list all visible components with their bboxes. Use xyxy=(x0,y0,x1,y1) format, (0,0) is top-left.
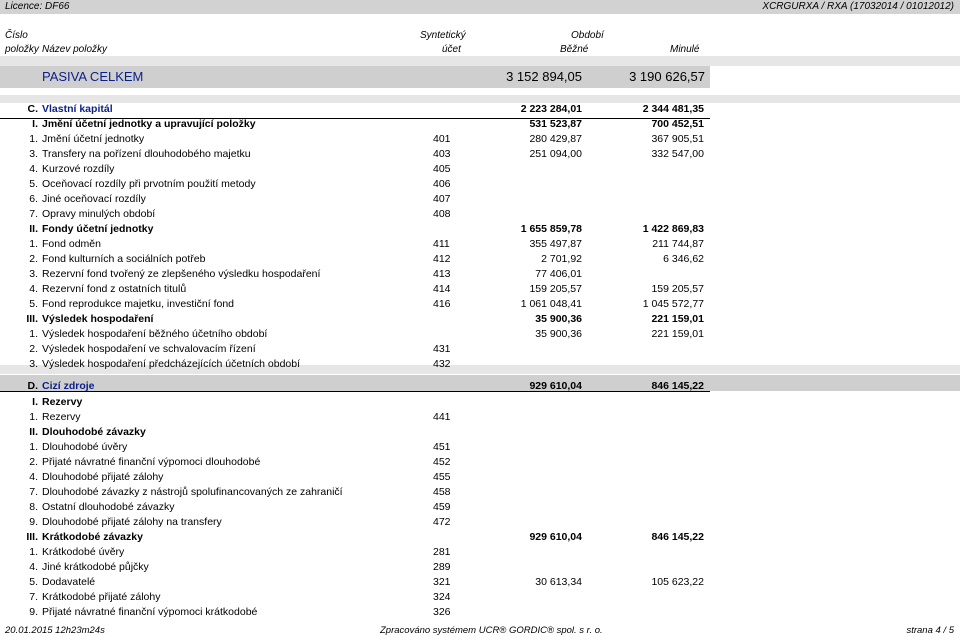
table-row xyxy=(0,515,960,530)
row-name: Fond reprodukce majetku, investiční fond xyxy=(42,298,235,310)
row-previous: 332 547,00 xyxy=(651,148,704,160)
row-number: 2. xyxy=(29,343,38,355)
row-current: 1 655 859,78 xyxy=(520,223,582,235)
row-number: 4. xyxy=(29,163,38,175)
header-synteticky: Syntetický xyxy=(420,30,466,41)
row-account: 412 xyxy=(433,253,451,265)
header-divider xyxy=(0,56,960,66)
row-account: 411 xyxy=(433,238,450,250)
row-number: 7. xyxy=(29,208,38,220)
row-account: 324 xyxy=(433,591,451,603)
table-row xyxy=(0,207,960,222)
table-row xyxy=(0,410,960,425)
report-id: XCRGURXA / RXA (17032014 / 01012012) xyxy=(762,1,954,12)
row-previous: 221 159,01 xyxy=(651,328,704,340)
row-account: 472 xyxy=(433,516,451,528)
row-current: 77 406,01 xyxy=(535,268,582,280)
row-current: 2 223 284,01 xyxy=(520,103,582,115)
pasiva-total-row xyxy=(0,66,710,88)
top-bar xyxy=(0,0,960,14)
row-current: 35 900,36 xyxy=(535,313,582,325)
row-current: 35 900,36 xyxy=(535,328,582,340)
row-name: Fond odměn xyxy=(42,238,101,250)
table-row xyxy=(0,560,960,575)
row-account: 407 xyxy=(433,193,451,205)
table-row xyxy=(0,192,960,207)
row-account: 401 xyxy=(433,133,451,145)
row-name: Oceňovací rozdíly při prvotním použití metody xyxy=(42,178,256,190)
row-account: 414 xyxy=(433,283,451,295)
row-name: Vlastní kapitál xyxy=(42,103,113,115)
header-bezne: Běžné xyxy=(560,44,589,55)
row-name: Dlouhodobé úvěry xyxy=(42,441,128,453)
row-name: Jiné krátkodobé půjčky xyxy=(42,561,149,573)
row-number: 6. xyxy=(29,193,38,205)
table-row xyxy=(0,590,960,605)
row-account: 289 xyxy=(433,561,451,573)
table-row xyxy=(0,282,960,297)
table-row xyxy=(0,530,960,545)
row-number: 5. xyxy=(29,298,38,310)
pasiva-current: 3 152 894,05 xyxy=(506,69,582,84)
row-previous: 1 422 869,83 xyxy=(642,223,704,235)
row-previous: 700 452,51 xyxy=(651,118,704,130)
row-name: Krátkodobé závazky xyxy=(42,531,143,543)
row-name: Výsledek hospodaření xyxy=(42,313,154,325)
row-account: 451 xyxy=(433,441,451,453)
row-number: 5. xyxy=(29,178,38,190)
row-number: 3. xyxy=(29,268,38,280)
row-number: 1. xyxy=(29,238,38,250)
table-row xyxy=(0,252,960,267)
table-row xyxy=(0,312,960,327)
pasiva-label: PASIVA CELKEM xyxy=(42,69,144,84)
row-name: Fond kulturních a sociálních potřeb xyxy=(42,253,206,265)
row-current: 30 613,34 xyxy=(535,576,582,588)
row-name: Opravy minulých období xyxy=(42,208,156,220)
row-name: Přijaté návratné finanční výpomoci dlouhodobé xyxy=(42,456,261,468)
row-number: 9. xyxy=(29,606,38,618)
row-number: 8. xyxy=(29,501,38,513)
table-row xyxy=(0,117,960,132)
row-number: 7. xyxy=(29,486,38,498)
row-number: 3. xyxy=(29,148,38,160)
row-number: II. xyxy=(29,426,38,438)
row-number: 5. xyxy=(29,576,38,588)
row-account: 459 xyxy=(433,501,451,513)
row-name: Výsledek hospodaření ve schvalovacím řízení xyxy=(42,343,256,355)
row-current: 1 061 048,41 xyxy=(520,298,582,310)
header-obdobi: Období xyxy=(571,30,604,41)
row-account: 458 xyxy=(433,486,451,498)
row-name: Ostatní dlouhodobé závazky xyxy=(42,501,175,513)
row-previous: 846 145,22 xyxy=(651,531,704,543)
row-previous: 367 905,51 xyxy=(651,133,704,145)
row-current: 929 610,04 xyxy=(529,531,582,543)
row-name: Krátkodobé úvěry xyxy=(42,546,125,558)
row-current: 929 610,04 xyxy=(529,380,582,392)
row-number: 1. xyxy=(29,328,38,340)
table-row xyxy=(0,425,960,440)
table-row xyxy=(0,177,960,192)
row-number: II. xyxy=(29,223,38,235)
table-row xyxy=(0,132,960,147)
table-row xyxy=(0,440,960,455)
section-underline xyxy=(0,391,710,392)
row-previous: 105 623,22 xyxy=(651,576,704,588)
pasiva-previous: 3 190 626,57 xyxy=(629,69,705,84)
row-number: 9. xyxy=(29,516,38,528)
header-polozky: položky xyxy=(5,44,39,55)
row-name: Transfery na pořízení dlouhodobého majetku xyxy=(42,148,251,160)
row-account: 452 xyxy=(433,456,451,468)
row-name: Výsledek hospodaření běžného účetního období xyxy=(42,328,268,340)
row-number: D. xyxy=(27,380,38,392)
row-account: 416 xyxy=(433,298,451,310)
row-current: 251 094,00 xyxy=(529,148,582,160)
row-number: III. xyxy=(26,313,38,325)
table-row xyxy=(0,605,960,620)
row-name: Dodavatelé xyxy=(42,576,96,588)
row-previous: 211 744,87 xyxy=(652,238,704,250)
row-name: Rezervní fond z ostatních titulů xyxy=(42,283,187,295)
table-row xyxy=(0,237,960,252)
row-account: 326 xyxy=(433,606,451,618)
row-number: 1. xyxy=(29,441,38,453)
row-current: 355 497,87 xyxy=(529,238,582,250)
row-current: 531 523,87 xyxy=(529,118,582,130)
row-previous: 221 159,01 xyxy=(651,313,704,325)
row-number: 3. xyxy=(29,358,38,370)
row-number: 4. xyxy=(29,471,38,483)
row-number: 4. xyxy=(29,561,38,573)
row-number: 7. xyxy=(29,591,38,603)
footer-processed: Zpracováno systémem UCR® GORDIC® spol. s r. o. xyxy=(380,625,603,636)
row-name: Cizí zdroje xyxy=(42,380,95,392)
row-current: 2 701,92 xyxy=(541,253,582,265)
row-previous: 2 344 481,35 xyxy=(642,103,704,115)
row-name: Kurzové rozdíly xyxy=(42,163,115,175)
row-previous: 846 145,22 xyxy=(651,380,704,392)
row-number: C. xyxy=(27,103,38,115)
row-number: 1. xyxy=(29,411,38,423)
row-account: 405 xyxy=(433,163,451,175)
license-text: Licence: DF66 xyxy=(5,1,70,12)
row-account: 431 xyxy=(433,343,451,355)
row-account: 408 xyxy=(433,208,451,220)
row-number: III. xyxy=(26,531,38,543)
table-row xyxy=(0,470,960,485)
row-account: 441 xyxy=(433,411,451,423)
table-row xyxy=(0,545,960,560)
table-row xyxy=(0,267,960,282)
table-row xyxy=(0,395,960,410)
table-row xyxy=(0,102,960,117)
table-row xyxy=(0,342,960,357)
table-row xyxy=(0,485,960,500)
row-name: Dlouhodobé závazky xyxy=(42,426,146,438)
table-row xyxy=(0,162,960,177)
row-name: Krátkodobé přijaté zálohy xyxy=(42,591,161,603)
row-name: Rezervní fond tvořený ze zlepšeného výsledku hospodaření xyxy=(42,268,321,280)
row-current: 280 429,87 xyxy=(529,133,582,145)
row-number: 1. xyxy=(29,133,38,145)
row-name: Dlouhodobé závazky z nástrojů spolufinancovaných ze zahraničí xyxy=(42,486,343,498)
header-ucet: účet xyxy=(442,44,461,55)
row-current: 159 205,57 xyxy=(529,283,582,295)
row-name: Jmění účetní jednotky xyxy=(42,133,145,145)
row-name: Jiné oceňovací rozdíly xyxy=(42,193,146,205)
table-row xyxy=(0,147,960,162)
row-name: Přijaté návratné finanční výpomoci krátkodobé xyxy=(42,606,258,618)
row-name: Rezervy xyxy=(42,396,83,408)
row-previous: 1 045 572,77 xyxy=(642,298,704,310)
page-footer xyxy=(0,624,960,637)
table-row xyxy=(0,327,960,342)
row-name: Fondy účetní jednotky xyxy=(42,223,154,235)
row-number: I. xyxy=(32,396,38,408)
row-account: 403 xyxy=(433,148,451,160)
row-number: I. xyxy=(32,118,38,130)
header-minule: Minulé xyxy=(670,44,700,55)
table-row xyxy=(0,222,960,237)
row-number: 4. xyxy=(29,283,38,295)
row-account: 413 xyxy=(433,268,451,280)
row-name: Dlouhodobé přijaté zálohy na transfery xyxy=(42,516,222,528)
table-row xyxy=(0,455,960,470)
row-account: 281 xyxy=(433,546,451,558)
row-account: 455 xyxy=(433,471,451,483)
row-name: Rezervy xyxy=(42,411,81,423)
row-name: Jmění účetní jednotky a upravující položky xyxy=(42,118,256,130)
row-number: 1. xyxy=(29,546,38,558)
row-previous: 6 346,62 xyxy=(663,253,704,265)
row-account: 321 xyxy=(433,576,451,588)
table-row xyxy=(0,297,960,312)
table-row xyxy=(0,357,960,372)
header-cislo: Číslo xyxy=(5,30,28,41)
header-nazev: Název položky xyxy=(42,44,108,55)
row-name: Výsledek hospodaření předcházejících účetních období xyxy=(42,358,301,370)
footer-page: strana 4 / 5 xyxy=(906,625,954,636)
row-previous: 159 205,57 xyxy=(651,283,704,295)
table-row xyxy=(0,500,960,515)
footer-datetime: 20.01.2015 12h23m24s xyxy=(5,625,105,636)
row-name: Dlouhodobé přijaté zálohy xyxy=(42,471,164,483)
row-number: 2. xyxy=(29,253,38,265)
row-account: 432 xyxy=(433,358,451,370)
table-row xyxy=(0,575,960,590)
row-account: 406 xyxy=(433,178,451,190)
row-number: 2. xyxy=(29,456,38,468)
